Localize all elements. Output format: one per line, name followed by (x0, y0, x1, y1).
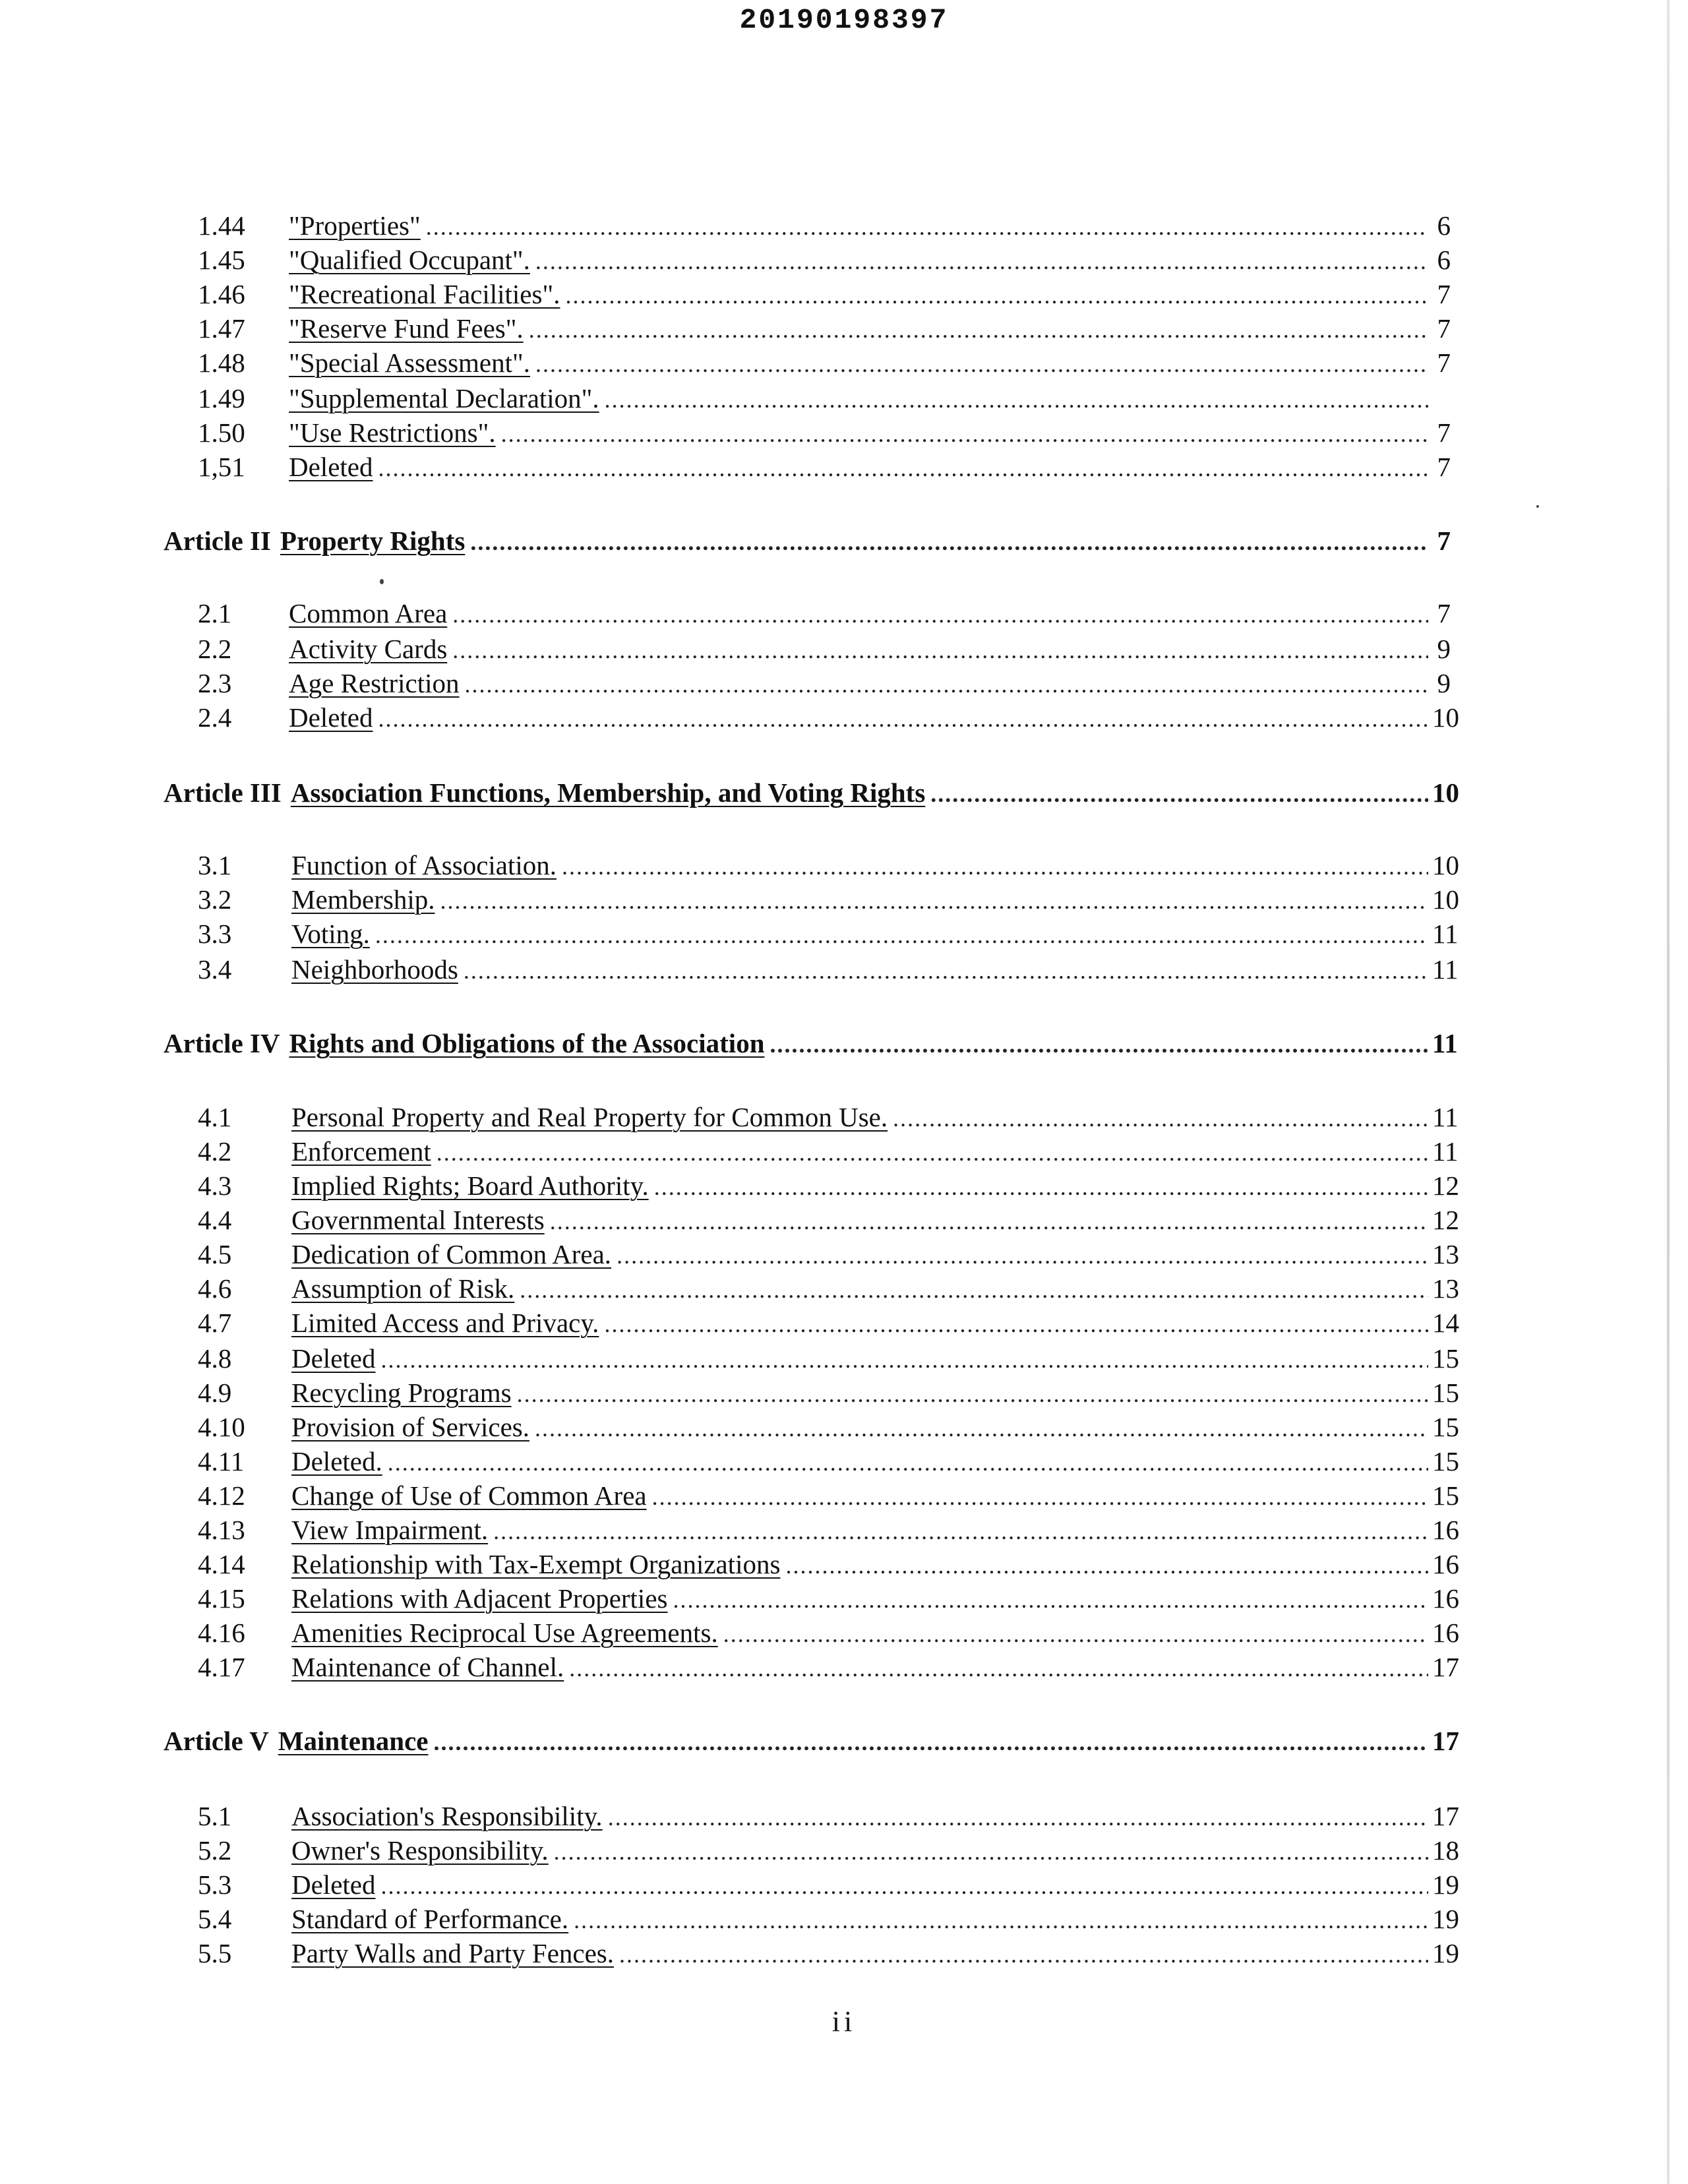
section-title: Limited Access and Privacy. (291, 1308, 599, 1338)
page-number: 16 (1432, 1549, 1459, 1579)
section-title: Owner's Responsibility. (291, 1835, 549, 1866)
toc-article-row (164, 775, 1459, 810)
page-number: 7 (1437, 598, 1451, 628)
section-title: Relations with Adjacent Properties (291, 1583, 668, 1614)
toc-section-row (198, 1376, 1459, 1410)
page-number: 10 (1432, 884, 1459, 915)
dot-leader (654, 1170, 1428, 1204)
section-title: "Use Restrictions". (289, 417, 496, 448)
page-number: 13 (1432, 1239, 1459, 1269)
section-number: 1,51 (198, 452, 245, 482)
toc-section-row (198, 1547, 1459, 1581)
dot-leader (452, 597, 1428, 632)
toc-section-row (198, 415, 1451, 450)
dot-leader (550, 1204, 1428, 1238)
section-title: Amenities Reciprocal Use Agreements. (291, 1618, 718, 1648)
section-title: Party Walls and Party Fences. (291, 1938, 614, 1968)
page-number: 7 (1437, 348, 1451, 378)
dot-leader (388, 1445, 1428, 1480)
dot-leader (619, 1937, 1428, 1972)
section-number: 2.1 (198, 598, 232, 628)
section-title: Association's Responsibility. (291, 1801, 603, 1831)
dot-leader (378, 702, 1428, 736)
dot-leader (723, 1617, 1428, 1651)
toc-section-row (198, 1168, 1459, 1203)
dot-leader (535, 1411, 1428, 1445)
dot-leader (535, 244, 1428, 278)
section-title: Standard of Performance. (291, 1904, 569, 1934)
toc-section-row (198, 277, 1451, 311)
page-number: 18 (1432, 1835, 1459, 1866)
page-number: 9 (1437, 668, 1451, 698)
section-number: 4.14 (198, 1549, 245, 1579)
toc-section-row (198, 1616, 1459, 1650)
page-number: 16 (1432, 1583, 1459, 1614)
page-number: 7 (1437, 526, 1451, 556)
page-number: 7 (1437, 417, 1451, 448)
page-number: 11 (1432, 1136, 1459, 1167)
section-number: 4.12 (198, 1480, 245, 1511)
page-number: 6 (1437, 210, 1451, 241)
toc-section-row (198, 666, 1451, 700)
toc-section-row (198, 952, 1459, 986)
dot-leader (785, 1548, 1428, 1583)
section-number: 3.1 (198, 850, 232, 880)
section-number: 2.4 (198, 702, 232, 733)
article-label: Article V (164, 1726, 269, 1756)
section-title: Enforcement (291, 1136, 431, 1167)
dot-leader (652, 1480, 1428, 1514)
section-title: Deleted (289, 702, 373, 733)
section-number: 1.44 (198, 210, 245, 241)
section-number: 4.10 (198, 1412, 245, 1442)
section-title: Neighborhoods (291, 954, 458, 985)
toc-section-row (198, 700, 1459, 735)
section-number: 4.8 (198, 1343, 232, 1374)
section-title: Implied Rights; Board Authority. (291, 1170, 649, 1201)
section-title: "Properties" (289, 210, 421, 241)
section-number: 4.5 (198, 1239, 232, 1269)
section-number: 5.3 (198, 1869, 232, 1900)
toc-section-row (198, 1513, 1459, 1547)
section-number: 4.16 (198, 1618, 245, 1648)
dot-leader (464, 954, 1428, 988)
section-title: Voting. (291, 919, 370, 949)
section-number: 2.3 (198, 668, 232, 698)
toc-article-row (164, 1724, 1459, 1758)
toc-section-row (198, 381, 1451, 415)
toc-section-row (198, 1237, 1459, 1271)
toc-section-row (198, 1902, 1459, 1936)
section-number: 3.3 (198, 919, 232, 949)
toc-section-row (198, 882, 1459, 917)
section-number: 1.50 (198, 417, 245, 448)
section-title: "Recreational Facilities". (289, 279, 560, 309)
dot-leader (375, 918, 1428, 952)
document-number: 20190198397 (739, 4, 949, 36)
page-number: 12 (1432, 1170, 1459, 1201)
section-title: Function of Association. (291, 850, 557, 880)
section-title: "Qualified Occupant". (289, 245, 530, 275)
section-title: Maintenance of Channel. (291, 1652, 564, 1682)
section-title: Deleted. (291, 1446, 382, 1476)
section-title: Recycling Programs (291, 1378, 512, 1408)
toc-section-row (198, 243, 1451, 277)
dot-leader (452, 633, 1428, 667)
page-number: 17 (1432, 1726, 1459, 1756)
page-number: 17 (1432, 1801, 1459, 1831)
dot-leader (517, 1377, 1428, 1411)
dot-leader (930, 777, 1428, 811)
section-title: Deleted (291, 1343, 376, 1374)
page-number: 11 (1432, 919, 1459, 949)
section-title: "Supplemental Declaration". (289, 383, 599, 413)
dot-leader (380, 1869, 1428, 1903)
dot-leader (604, 1307, 1428, 1341)
toc-section-row (198, 1271, 1459, 1306)
article-title: Maintenance (278, 1726, 429, 1756)
dot-leader (520, 1273, 1428, 1307)
section-title: Relationship with Tax-Exempt Organizations (291, 1549, 781, 1579)
page-number: 11 (1432, 1102, 1459, 1132)
dot-leader (673, 1583, 1428, 1617)
toc-section-row (198, 596, 1451, 630)
section-title: View Impairment. (291, 1515, 489, 1545)
section-number: 1.45 (198, 245, 245, 275)
section-number: 4.9 (198, 1378, 232, 1408)
section-number: 4.17 (198, 1652, 245, 1682)
toc-section-row (198, 311, 1451, 346)
dot-leader (434, 1725, 1428, 1759)
section-number: 4.11 (198, 1446, 245, 1476)
dot-leader (608, 1800, 1428, 1835)
section-number: 1.47 (198, 313, 245, 344)
article-label: Article II (164, 526, 271, 556)
dot-leader (493, 1514, 1428, 1548)
section-title: Age Restriction (289, 668, 460, 698)
section-title: "Reserve Fund Fees". (289, 313, 524, 344)
toc-section-row (198, 1650, 1459, 1684)
section-title: Activity Cards (289, 634, 448, 664)
section-title: Membership. (291, 884, 435, 915)
article-label: Article IV (164, 1028, 280, 1058)
page-number: 16 (1432, 1618, 1459, 1648)
page-number: 7 (1437, 313, 1451, 344)
section-number: 5.5 (198, 1938, 232, 1968)
page-number: 11 (1432, 954, 1459, 985)
toc-section-row (198, 1100, 1459, 1134)
dot-leader (554, 1835, 1428, 1869)
dot-leader (529, 313, 1428, 347)
section-title: Governmental Interests (291, 1205, 545, 1235)
page-number: 19 (1432, 1869, 1459, 1900)
toc-section-row (198, 848, 1459, 882)
dot-leader (574, 1903, 1428, 1937)
section-title: Deleted (291, 1869, 376, 1900)
section-number: 3.2 (198, 884, 232, 915)
page-number: 16 (1432, 1515, 1459, 1545)
section-title: Deleted (289, 452, 373, 482)
section-number: 1.46 (198, 279, 245, 309)
dot-leader (440, 884, 1429, 918)
dot-leader (605, 382, 1428, 417)
article-title: Property Rights (280, 526, 466, 556)
section-title: Common Area (289, 598, 448, 628)
section-number: 1.48 (198, 348, 245, 378)
page-number: 15 (1432, 1480, 1459, 1511)
toc-section-row (198, 1306, 1459, 1340)
section-number: 1.49 (198, 383, 245, 413)
page-number: 17 (1432, 1652, 1459, 1682)
section-title: Assumption of Risk. (291, 1273, 515, 1304)
page-number: 15 (1432, 1446, 1459, 1476)
section-title: "Special Assessment". (289, 348, 530, 378)
toc-section-row (198, 450, 1451, 484)
page-number: 10 (1432, 702, 1459, 733)
dot-leader (565, 278, 1428, 313)
page-number: 6 (1437, 245, 1451, 275)
page-number: 7 (1437, 279, 1451, 309)
toc-article-row (164, 1026, 1458, 1060)
dot-leader (470, 525, 1428, 559)
toc-section-row (198, 1867, 1459, 1902)
page-number: 15 (1432, 1412, 1459, 1442)
toc-section-row (198, 1581, 1459, 1616)
page-number: 12 (1432, 1205, 1459, 1235)
dot-leader (426, 210, 1428, 244)
section-number: 4.4 (198, 1205, 232, 1235)
toc-section-row (198, 1444, 1459, 1478)
toc-section-row (198, 1478, 1459, 1513)
page-number: 10 (1432, 777, 1459, 808)
section-title: Personal Property and Real Property for Common Use. (291, 1102, 888, 1132)
dot-leader (378, 451, 1428, 485)
toc-section-row (198, 346, 1451, 380)
section-title: Change of Use of Common Area (291, 1480, 647, 1511)
section-number: 2.2 (198, 634, 232, 664)
toc-section-row (198, 208, 1451, 243)
toc-section-row (198, 1833, 1459, 1867)
toc-section-row (198, 1134, 1459, 1168)
page-number: 14 (1432, 1308, 1459, 1338)
section-number: 5.2 (198, 1835, 232, 1866)
toc-section-row (198, 1341, 1459, 1376)
page-number: 19 (1432, 1904, 1459, 1934)
dot-leader (380, 1343, 1428, 1377)
dot-leader (617, 1238, 1428, 1273)
dot-leader (569, 1651, 1428, 1685)
section-number: 4.3 (198, 1170, 232, 1201)
article-title: Rights and Obligations of the Association (289, 1028, 765, 1058)
section-number: 5.1 (198, 1801, 232, 1831)
toc-section-row (198, 632, 1451, 666)
footer-page-number: ii (831, 2005, 857, 2038)
article-label: Article III (164, 777, 282, 808)
page-number: 15 (1432, 1378, 1459, 1408)
dot-leader (464, 667, 1428, 702)
dot-leader (535, 347, 1428, 381)
section-number: 3.4 (198, 954, 232, 985)
page-number: 13 (1432, 1273, 1459, 1304)
section-number: 5.4 (198, 1904, 232, 1934)
page-number: 10 (1432, 850, 1459, 880)
section-number: 4.1 (198, 1102, 232, 1132)
toc-section-row (198, 1936, 1459, 1970)
section-number: 4.6 (198, 1273, 232, 1304)
dot-leader (562, 849, 1428, 884)
page-number: 7 (1437, 452, 1451, 482)
dot-leader (770, 1027, 1429, 1062)
section-number: 4.7 (198, 1308, 232, 1338)
section-number: 4.13 (198, 1515, 245, 1545)
toc-section-row (198, 1799, 1459, 1833)
toc-section-row (198, 1203, 1459, 1237)
section-number: 4.2 (198, 1136, 232, 1167)
page-number: 15 (1432, 1343, 1459, 1374)
toc-article-row (164, 524, 1451, 558)
toc-section-row (198, 917, 1459, 951)
dot-leader (437, 1136, 1428, 1170)
section-title: Provision of Services. (291, 1412, 529, 1442)
page-number: 19 (1432, 1938, 1459, 1968)
dot-leader (501, 417, 1428, 451)
section-title: Dedication of Common Area. (291, 1239, 612, 1269)
article-title: Association Functions, Membership, and Voting Rights (290, 777, 926, 808)
page-number: 9 (1437, 634, 1451, 664)
page-number: 11 (1432, 1028, 1458, 1058)
section-number: 4.15 (198, 1583, 245, 1614)
toc-section-row (198, 1410, 1459, 1444)
dot-leader (893, 1101, 1428, 1136)
